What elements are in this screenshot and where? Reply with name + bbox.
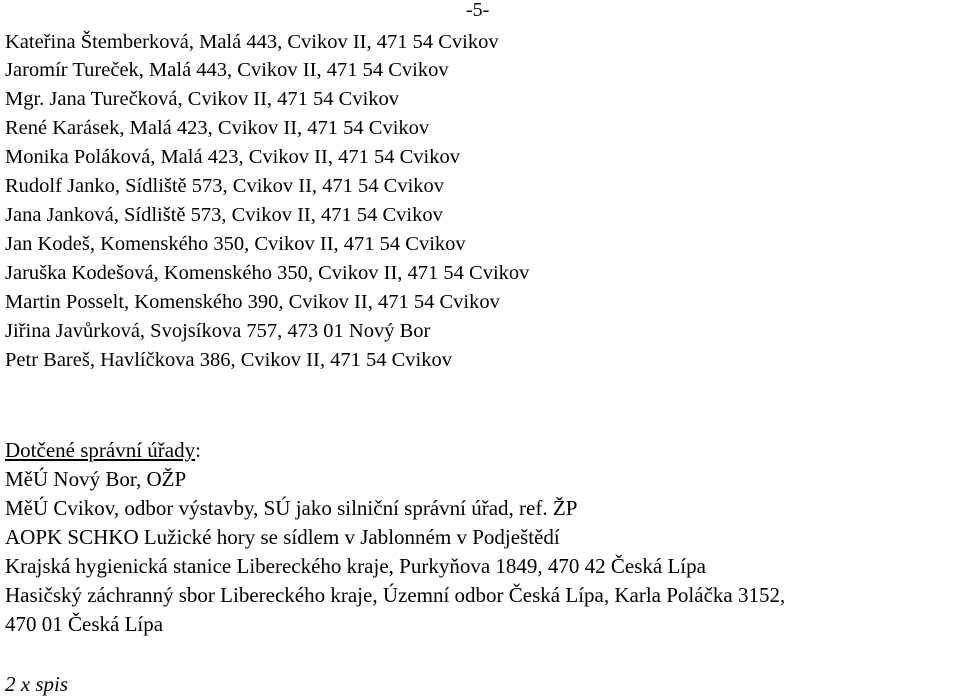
participant-line: Martin Posselt, Komenského 390, Cvikov II, 471 54 Cvikov	[5, 291, 500, 313]
authority-line: MěÚ Cvikov, odbor výstavby, SÚ jako silniční správní úřad, ref. ŽP	[5, 496, 578, 520]
participant-line: Jana Janková, Sídliště 573, Cvikov II, 471 54 Cvikov	[5, 204, 443, 226]
authorities-heading: Dotčené správní úřady	[5, 438, 196, 462]
participant-line: Jaruška Kodešová, Komenského 350, Cvikov II, 471 54 Cvikov	[5, 262, 530, 284]
participant-line: Mgr. Jana Turečková, Cvikov II, 471 54 Cvikov	[5, 88, 400, 110]
participant-line: Jan Kodeš, Komenského 350, Cvikov II, 471 54 Cvikov	[5, 233, 466, 255]
authority-line: 470 01 Česká Lípa	[5, 612, 164, 636]
authority-line: Krajská hygienická stanice Libereckého kraje, Purkyňova 1849, 470 42 Česká Lípa	[5, 554, 706, 578]
authority-line: MěÚ Nový Bor, OŽP	[5, 467, 187, 491]
participant-line: Monika Poláková, Malá 423, Cvikov II, 471 54 Cvikov	[5, 146, 460, 168]
authorities-heading-colon: :	[195, 438, 201, 462]
authority-line: Hasičský záchranný sbor Libereckého kraje, Územní odbor Česká Lípa, Karla Poláčka 3152,	[5, 583, 786, 607]
authorities-heading-line	[5, 436, 201, 464]
participant-line: Jaromír Tureček, Malá 443, Cvikov II, 471 54 Cvikov	[5, 59, 449, 81]
participant-line: Rudolf Janko, Sídliště 573, Cvikov II, 471 54 Cvikov	[5, 175, 445, 197]
page-number: -5-	[466, 0, 490, 21]
authority-line: AOPK SCHKO Lužické hory se sídlem v Jablonném v Podještědí	[5, 525, 560, 549]
participant-line: Jiřina Javůrková, Svojsíkova 757, 473 01 Nový Bor	[5, 320, 431, 342]
participant-line: Kateřina Štemberková, Malá 443, Cvikov II, 471 54 Cvikov	[5, 31, 499, 53]
participant-line: René Karásek, Malá 423, Cvikov II, 471 54 Cvikov	[5, 117, 430, 139]
footer-note: 2 x spis	[5, 672, 68, 696]
participant-line: Petr Bareš, Havlíčkova 386, Cvikov II, 471 54 Cvikov	[5, 349, 452, 371]
